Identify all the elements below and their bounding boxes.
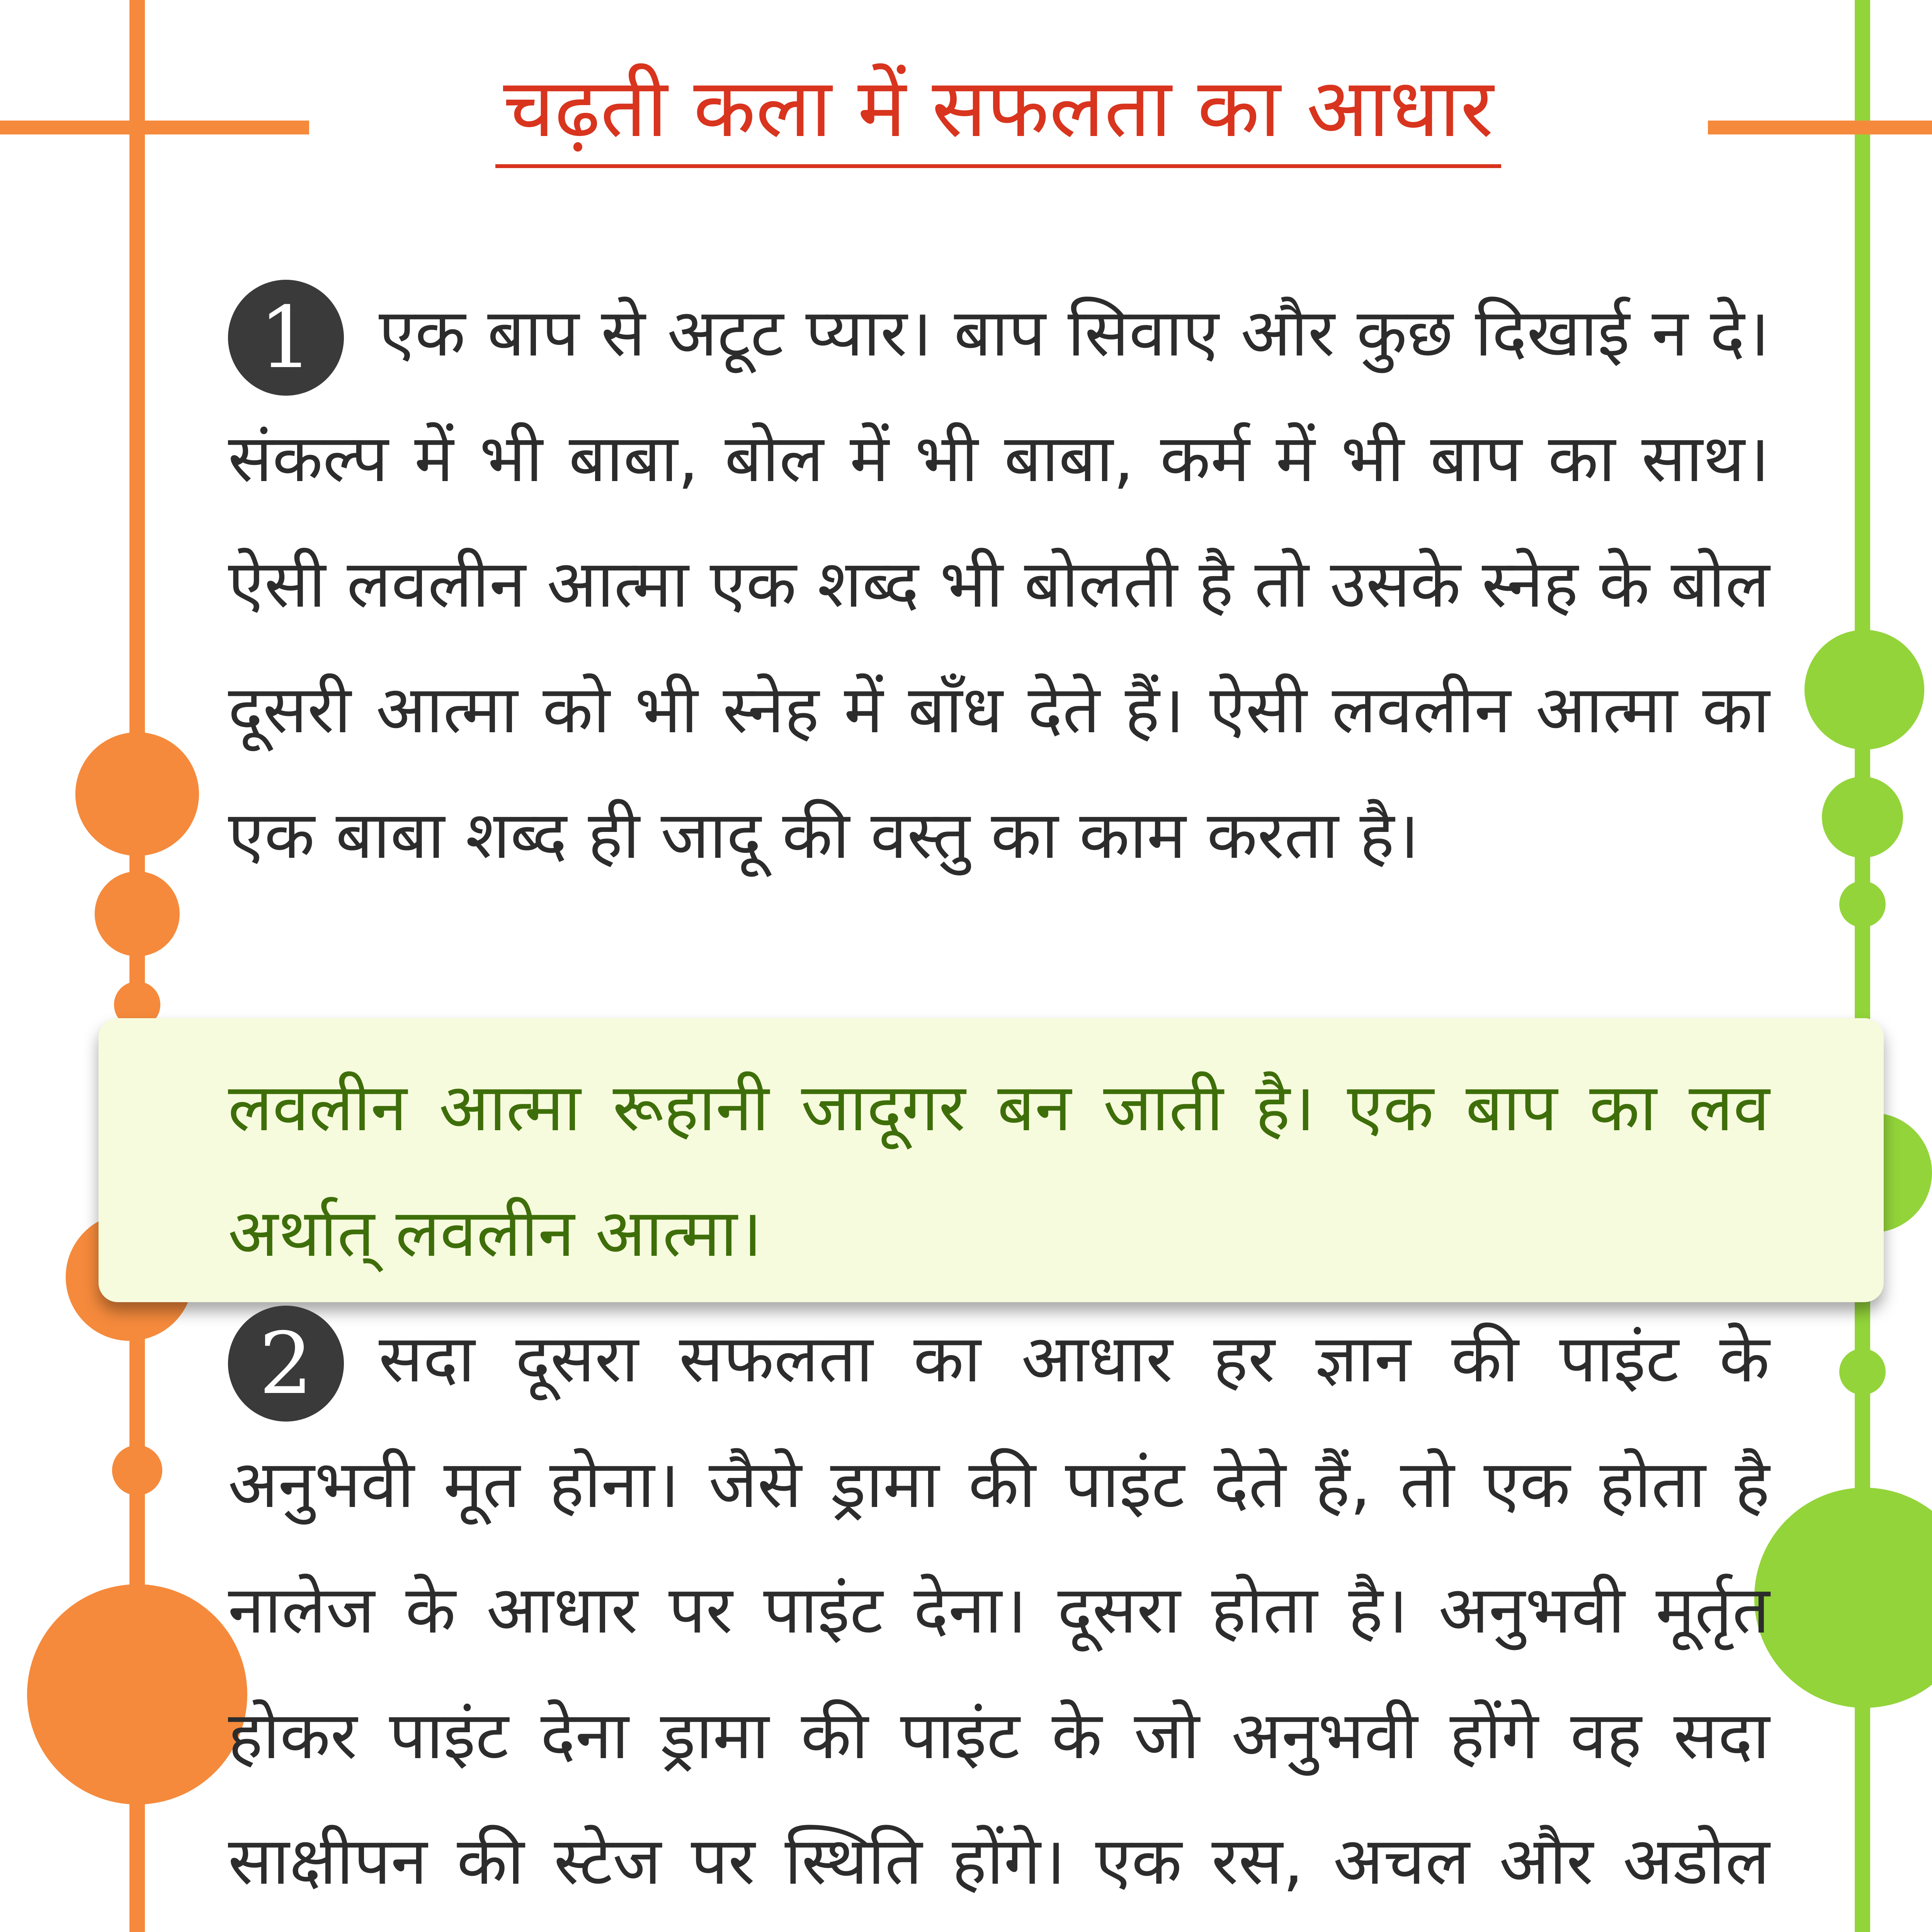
page-title-text: चढ़ती कला में सफलता का आधार (495, 52, 1501, 168)
point-2-paragraph (228, 1296, 1770, 1932)
orange-circle-decoration (75, 732, 199, 856)
point-number-badge: 1 (228, 280, 344, 396)
highlight-box (99, 1018, 1884, 1302)
page-title (0, 52, 1932, 168)
point-1-paragraph (228, 270, 1770, 898)
green-circle-decoration (1839, 1349, 1886, 1395)
point-1-text: एक बाप से अटूट प्यार। बाप सिवाए और कुछ दिखाई न दे। संकल्प में भी बाबा, बोल में भी बाबा, कर्म में भी बाप का साथ। ऐसी लवलीन आत्मा एक शब्द भी बोलती है तो उसके स्नेह के बोल दूसरी आत्मा को भी स्नेह में बाँध देते हैं। ऐसी लवलीन आत्मा का एक बाबा शब्द ही जादू की वस्तु का काम करता है। (228, 295, 1770, 874)
point-2-text: सदा दूसरा सफलता का आधार हर ज्ञान की पाइंट के अनुभवी मूत होना। जैसे ड्रामा की पाइंट देते हैं, तो एक होता है नालेज के आधार पर पाइंट देना। दूसरा होता है। अनुभवी मूर्तृत होकर पाइंट देना ड्रामा की पाइंट के जो अनुभवी होंगे वह सदा साक्षीपन की स्टेज पर स्थिति होंगे। एक रस, अचल और अडोल (228, 1321, 1770, 1900)
orange-circle-decoration (112, 1445, 162, 1495)
green-circle-decoration (1822, 777, 1903, 858)
green-circle-decoration (1804, 630, 1924, 750)
orange-circle-decoration (27, 1584, 247, 1804)
green-circle-decoration (1839, 881, 1886, 927)
green-circle-decoration (1754, 1488, 1932, 1708)
orange-circle-decoration (95, 871, 180, 956)
highlight-text: लवलीन आत्मा रूहानी जादूगर बन जाती है। एक बाप का लव अर्थात् लवलीन आत्मा। (228, 1070, 1770, 1272)
point-number-badge: 2 (228, 1306, 344, 1422)
